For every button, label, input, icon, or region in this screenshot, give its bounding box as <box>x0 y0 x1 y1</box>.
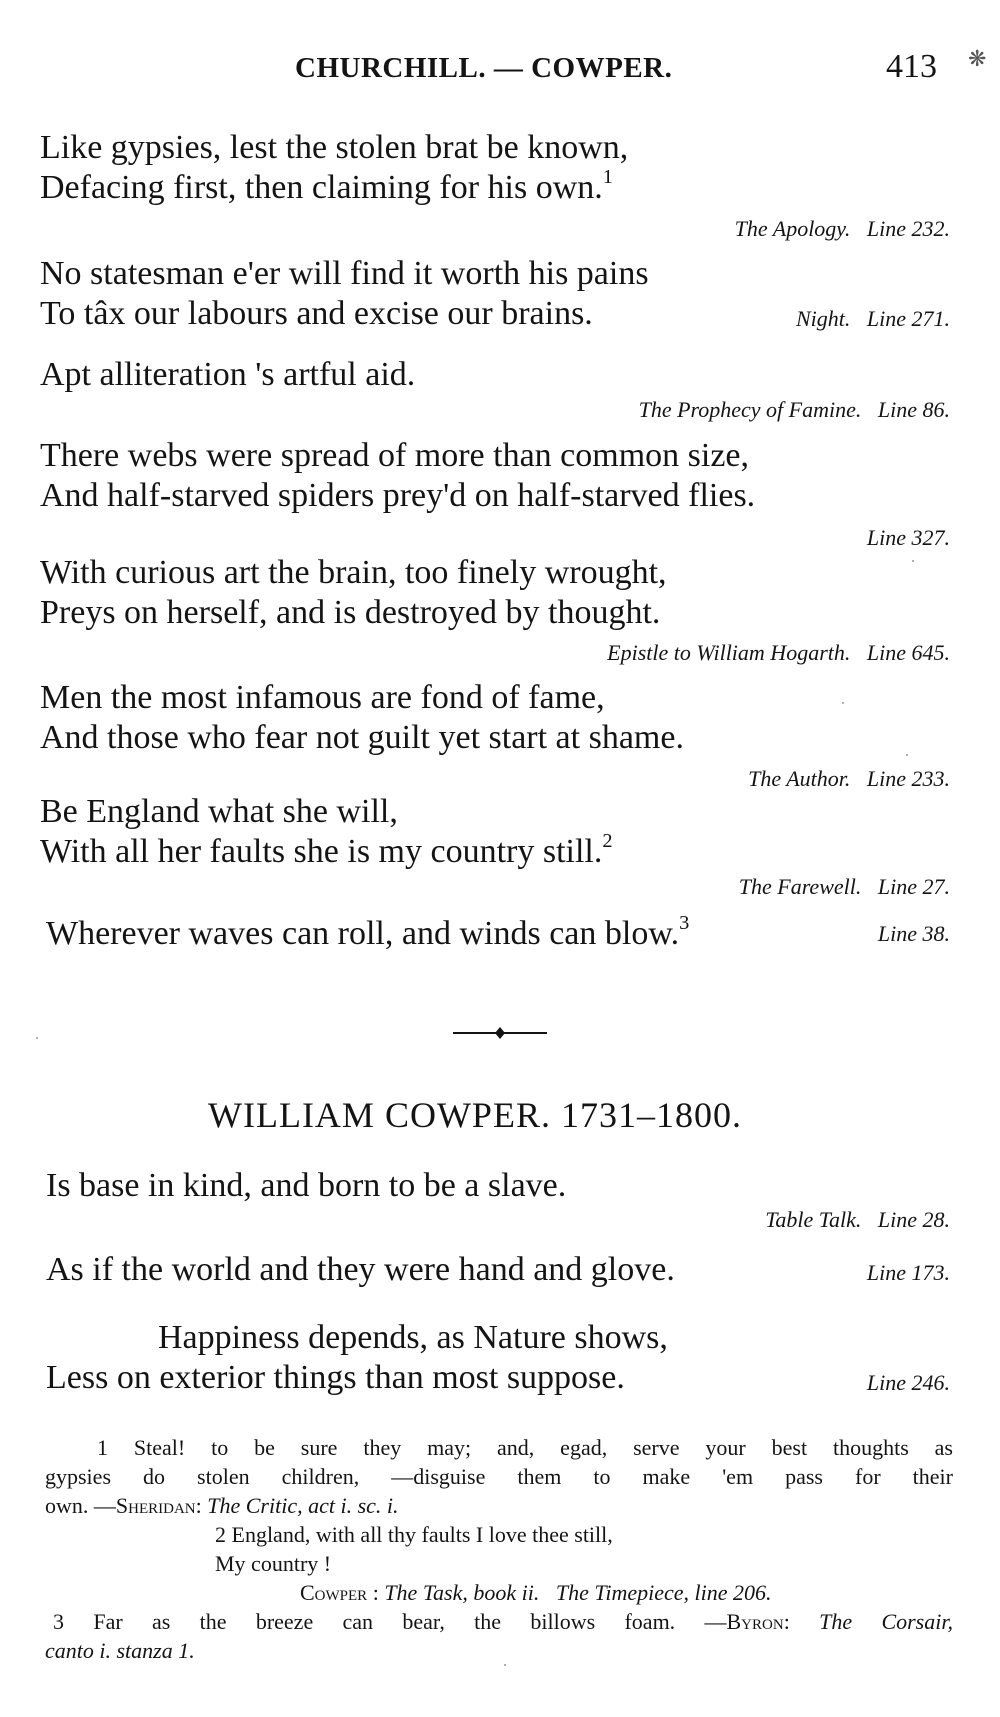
quote-5 <box>40 553 667 633</box>
quote-7-line-2: With all her faults she is my country still.$^2$ <box>40 829 613 870</box>
quote-4 <box>40 436 755 516</box>
cowper-quote-3-citation <box>867 1370 950 1396</box>
citation-line: Line 233. <box>866 766 950 791</box>
quote-4-line-1: There webs were spread of more than common size, <box>40 437 750 474</box>
footnote-ref-3: 3 <box>679 911 690 934</box>
running-header: CHURCHILL. — COWPER. <box>295 52 673 84</box>
footnote-1-work: The Critic, act i. sc. i. <box>207 1493 399 1518</box>
cowper-quote-3-line-1: Happiness depends, as Nature shows, <box>158 1319 668 1356</box>
cowper-quote-2-citation <box>867 1260 950 1286</box>
quote-4-citation <box>867 525 950 551</box>
quote-1-citation <box>735 216 950 242</box>
scan-speck <box>842 702 844 704</box>
footnotes <box>45 1433 953 1665</box>
citation-line: Line 27. <box>877 874 950 899</box>
quote-8-citation <box>878 921 950 947</box>
quote-6 <box>40 678 684 758</box>
cowper-quote-1: Is base in kind, and born to be a slave. <box>46 1167 567 1204</box>
quote-7 <box>40 792 613 872</box>
quote-2 <box>40 254 649 334</box>
footnote-ref-2: 2 <box>602 829 613 852</box>
scan-speck <box>504 1664 506 1666</box>
citation-source: Night. <box>795 306 851 331</box>
citation-line: Line 86. <box>877 397 950 422</box>
quote-8: Wherever waves can roll, and winds can blow.$^3$ <box>46 911 690 952</box>
citation-source: The Farewell. <box>738 874 862 899</box>
cowper-quote-2: As if the world and they were hand and glove. <box>46 1251 675 1288</box>
quote-5-line-1: With curious art the brain, too finely wrought, <box>40 554 667 591</box>
footnote-2 <box>45 1520 953 1607</box>
citation-line: Line 173. <box>866 1260 950 1285</box>
footnote-2-text-line-2: My country ! <box>215 1551 332 1576</box>
citation-source: The Author. <box>748 766 851 791</box>
quote-1 <box>40 128 628 208</box>
footnote-3-marker: 3 <box>53 1609 64 1634</box>
footnote-1-source: own. —Sheridan: The Critic, act i. sc. i. <box>45 1493 399 1518</box>
quote-4-line-2: And half-starved spiders prey'd on half-starved flies. <box>40 477 756 514</box>
citation-source: Table Talk. <box>765 1207 862 1232</box>
citation-line: Line 232. <box>866 216 950 241</box>
quote-1-line-1: Like gypsies, lest the stolen brat be known, <box>40 129 629 166</box>
footnote-1-author: Sheridan <box>115 1493 196 1518</box>
quote-6-line-1: Men the most infamous are fond of fame, <box>40 679 605 716</box>
cowper-quote-1-citation <box>765 1207 950 1233</box>
citation-source: The Prophecy of Famine. <box>638 397 862 422</box>
quote-7-line-1: Be England what she will, <box>40 793 398 830</box>
quote-3: Apt alliteration 's artful aid. <box>40 356 416 393</box>
footnote-ref-1: 1 <box>602 165 613 188</box>
footnote-2-author: Cowper <box>300 1580 368 1605</box>
citation-source: The Apology. <box>734 216 851 241</box>
quote-5-line-2: Preys on herself, and is destroyed by thought. <box>40 594 661 631</box>
cowper-quote-3 <box>46 1318 668 1398</box>
quote-7-citation <box>739 874 950 900</box>
quote-6-citation <box>748 766 950 792</box>
footnote-2-marker: 2 <box>215 1522 226 1547</box>
citation-line: Line 271. <box>866 306 950 331</box>
footnote-3-work: The Corsair, <box>819 1609 953 1634</box>
section-heading: WILLIAM COWPER. 1731–1800. <box>208 1095 742 1135</box>
footnote-3-work-detail: canto i. stanza 1. <box>45 1638 195 1663</box>
quote-2-citation <box>796 306 950 332</box>
ornament-icon: ❋ <box>968 46 987 71</box>
footnote-1-text-line-2: gypsies do stolen children, —disguise them to make 'em pass for their <box>45 1464 953 1489</box>
citation-line: Line 327. <box>866 525 950 550</box>
citation-line: Line 645. <box>866 640 950 665</box>
quote-2-line-2: To tâx our labours and excise our brains. <box>40 295 593 332</box>
quote-2-line-1: No statesman e'er will find it worth his pains <box>40 255 649 292</box>
citation-line: Line 246. <box>866 1370 950 1395</box>
footnote-1-marker: 1 <box>97 1435 108 1460</box>
citation-source: Epistle to William Hogarth. <box>607 640 851 665</box>
footnote-2-source: Cowper : The Task, book ii. The Timepiece, line 206. <box>300 1580 772 1605</box>
citation-line: Line 28. <box>877 1207 950 1232</box>
scan-speck <box>906 754 908 756</box>
quote-1-line-2: Defacing first, then claiming for his own.$^1$ <box>40 165 613 206</box>
footnote-3: 3 Far as the breeze can bear, the billows foam. —Byron: The Corsair, canto i. stanza 1. <box>45 1609 953 1663</box>
page-number: 413 <box>886 48 937 85</box>
footnote-3-text: Far as the breeze can bear, the billows foam. — <box>93 1609 727 1634</box>
quote-3-citation <box>639 397 950 423</box>
footnote-2-work: The Task, book ii. <box>384 1580 540 1605</box>
footnote-1 <box>45 1433 953 1520</box>
section-divider <box>453 1023 547 1043</box>
footnote-1-text-line-1: Steal! to be sure they may; and, egad, serve your best thoughts as <box>133 1435 953 1460</box>
quote-5-citation <box>607 640 950 666</box>
cowper-quote-3-line-2: Less on exterior things than most suppose. <box>46 1359 625 1396</box>
scan-speck <box>36 1037 38 1039</box>
footnote-2-text-line-1: England, with all thy faults I love thee still, <box>231 1522 613 1547</box>
footnote-2-detail: The Timepiece, line 206. <box>555 1580 772 1605</box>
scan-speck <box>912 560 914 562</box>
quote-6-line-2: And those who fear not guilt yet start at shame. <box>40 719 684 756</box>
footnote-3-author: Byron <box>726 1609 784 1634</box>
citation-line: Line 38. <box>877 921 950 946</box>
